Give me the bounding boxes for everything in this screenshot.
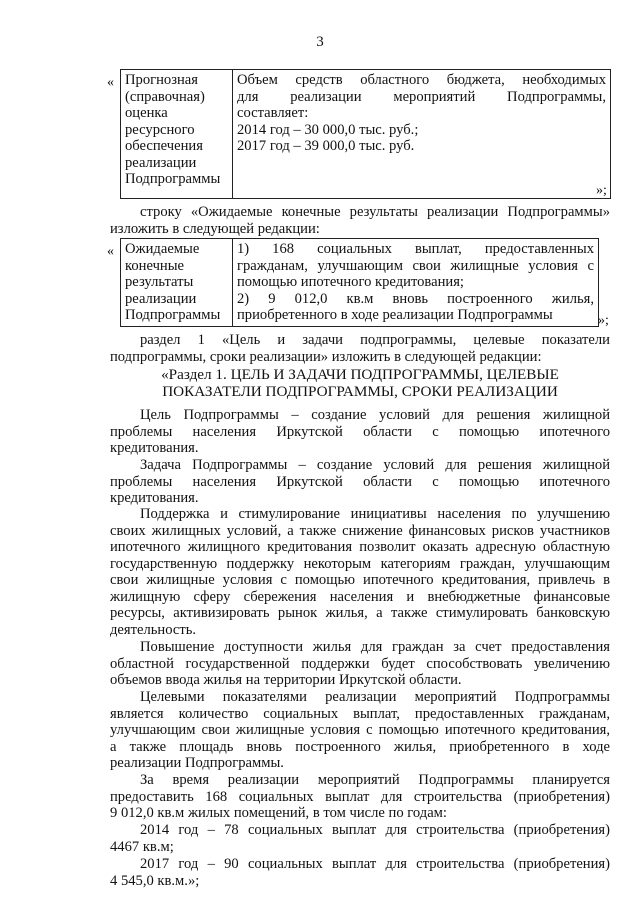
text-line: государственную поддержку некоторым категориям граждан, улучшающим	[110, 555, 610, 572]
text-line: 2017 год – 90 социальных выплат для строительства (приобретения)	[140, 856, 610, 872]
section-replacement-instruction	[110, 332, 610, 365]
table-resource-estimate	[120, 69, 611, 199]
table1-close-mark: »;	[596, 183, 607, 198]
text-line: своих жилищных условий, а также снижение финансовых рисков участников	[110, 522, 610, 539]
text-line: является количество социальных выплат, предоставленных гражданам,	[110, 705, 610, 722]
table1-right-line: 2017 год – 39 000,0 тыс. руб.	[237, 138, 415, 154]
table2-left-label: Ожидаемые конечные результаты реализации Подпрограммы	[125, 241, 221, 323]
text-line: жилищную сферу сбережения населения и внебюджетные финансовые	[110, 588, 610, 605]
text-line: объемов ввода жилья на территории Иркутской области.	[110, 672, 462, 688]
text-line: раздел 1 «Цель и задачи подпрограммы, целевые показатели	[140, 332, 610, 348]
text-line: проблемы населения Иркутской области с помощью ипотечного	[110, 423, 610, 440]
text-line: 2014 год – 78 социальных выплат для строительства (приобретения)	[140, 822, 610, 838]
page-number: 3	[316, 34, 324, 50]
text-line: а также площадь вновь построенного жилья, приобретенного в ходе	[110, 738, 610, 755]
paragraph-support	[110, 506, 610, 638]
table1-right-line: для реализации мероприятий Подпрограммы,	[237, 88, 606, 105]
table1-right-cell	[233, 70, 611, 199]
text-line: 4 545,0 кв.м.»;	[110, 872, 200, 889]
table2-right-line: 1) 168 социальных выплат, предоставленных	[237, 241, 594, 257]
text-line: Повышение доступности жилья для граждан за счет предоставления	[140, 639, 610, 655]
table1-right-line: составляет:	[237, 105, 309, 121]
text-line: ресурсы, активизировать рынок жилья, а также стимулировать банковскую	[110, 605, 610, 621]
text-line: свои жилищные условия с помощью ипотечного кредитования, привлечь в	[110, 572, 610, 588]
table1-open-quote: «	[107, 75, 114, 90]
heading-line: ПОКАЗАТЕЛИ ПОДПРОГРАММЫ, СРОКИ РЕАЛИЗАЦИИ	[162, 383, 558, 400]
table2-close-mark: »;	[598, 313, 609, 328]
table1-left-label: Прогнозная (справочная) оценка ресурсного обеспечения реализации Подпрограммы	[125, 72, 221, 187]
text-line: За время реализации мероприятий Подпрограммы планируется	[140, 772, 610, 788]
table2-right-line: 2) 9 012,0 кв.м вновь построенного жилья,	[237, 290, 594, 307]
table2-right-line: гражданам, улучшающим свои жилищные условия с	[237, 257, 594, 274]
text-line: Целевыми показателями реализации мероприятий Подпрограммы	[140, 689, 610, 705]
text-line: 9 012,0 кв.м жилых помещений, в том числе по годам:	[110, 805, 447, 821]
table2-right-line: помощью ипотечного кредитования;	[237, 274, 464, 290]
text-line: проблемы населения Иркутской области с помощью ипотечного	[110, 473, 610, 490]
text-line: улучшающим свои жилищные условия с помощью ипотечного кредитования,	[110, 722, 610, 738]
text-line: деятельность.	[110, 621, 197, 638]
text-line: 4467 кв.м;	[110, 838, 174, 855]
paragraph-goal	[110, 407, 610, 457]
text-line: Цель Подпрограммы – создание условий для решения жилищной	[140, 407, 610, 423]
paragraph-plan	[110, 772, 610, 822]
section-heading	[110, 366, 610, 400]
paragraph-year-2017	[110, 856, 610, 889]
text-line: Задача Подпрограммы – создание условий для решения жилищной	[140, 457, 610, 473]
text-line: областной государственной поддержки будет способствовать увеличению	[110, 655, 610, 672]
text-line: ипотечного жилищного кредитования позволит оказать адресную областную	[110, 539, 610, 555]
row-replacement-instruction	[110, 204, 610, 237]
table2-right-cell	[233, 239, 599, 327]
heading-line: «Раздел 1. ЦЕЛЬ И ЗАДАЧИ ПОДПРОГРАММЫ, ЦЕЛЕВЫЕ	[161, 366, 559, 383]
text-line: кредитования.	[110, 490, 199, 506]
text-line: реализации Подпрограммы.	[110, 755, 284, 771]
table1-left-cell	[121, 70, 233, 199]
table1-right-line: 2014 год – 30 000,0 тыс. руб.;	[237, 121, 419, 138]
text-line: строку «Ожидаемые конечные результаты реализации Подпрограммы»	[140, 204, 610, 220]
text-line: кредитования.	[110, 440, 199, 456]
table2-right-line: приобретенного в ходе реализации Подпрограммы	[237, 307, 553, 323]
paragraph-accessibility	[110, 639, 610, 689]
paragraph-task	[110, 457, 610, 507]
text-line: Поддержка и стимулирование инициативы населения по улучшению	[140, 506, 610, 522]
paragraph-year-2014	[110, 822, 610, 855]
table-expected-results	[120, 238, 599, 327]
text-line: предоставить 168 социальных выплат для строительства (приобретения)	[110, 788, 610, 805]
table2-open-quote: «	[107, 244, 114, 259]
table1-right-line: Объем средств областного бюджета, необходимых	[237, 72, 606, 88]
table2-left-cell	[121, 239, 233, 327]
text-line: подпрограммы, сроки реализации» изложить в следующей редакции:	[110, 348, 542, 365]
text-line: изложить в следующей редакции:	[110, 220, 320, 237]
paragraph-indicators	[110, 689, 610, 772]
